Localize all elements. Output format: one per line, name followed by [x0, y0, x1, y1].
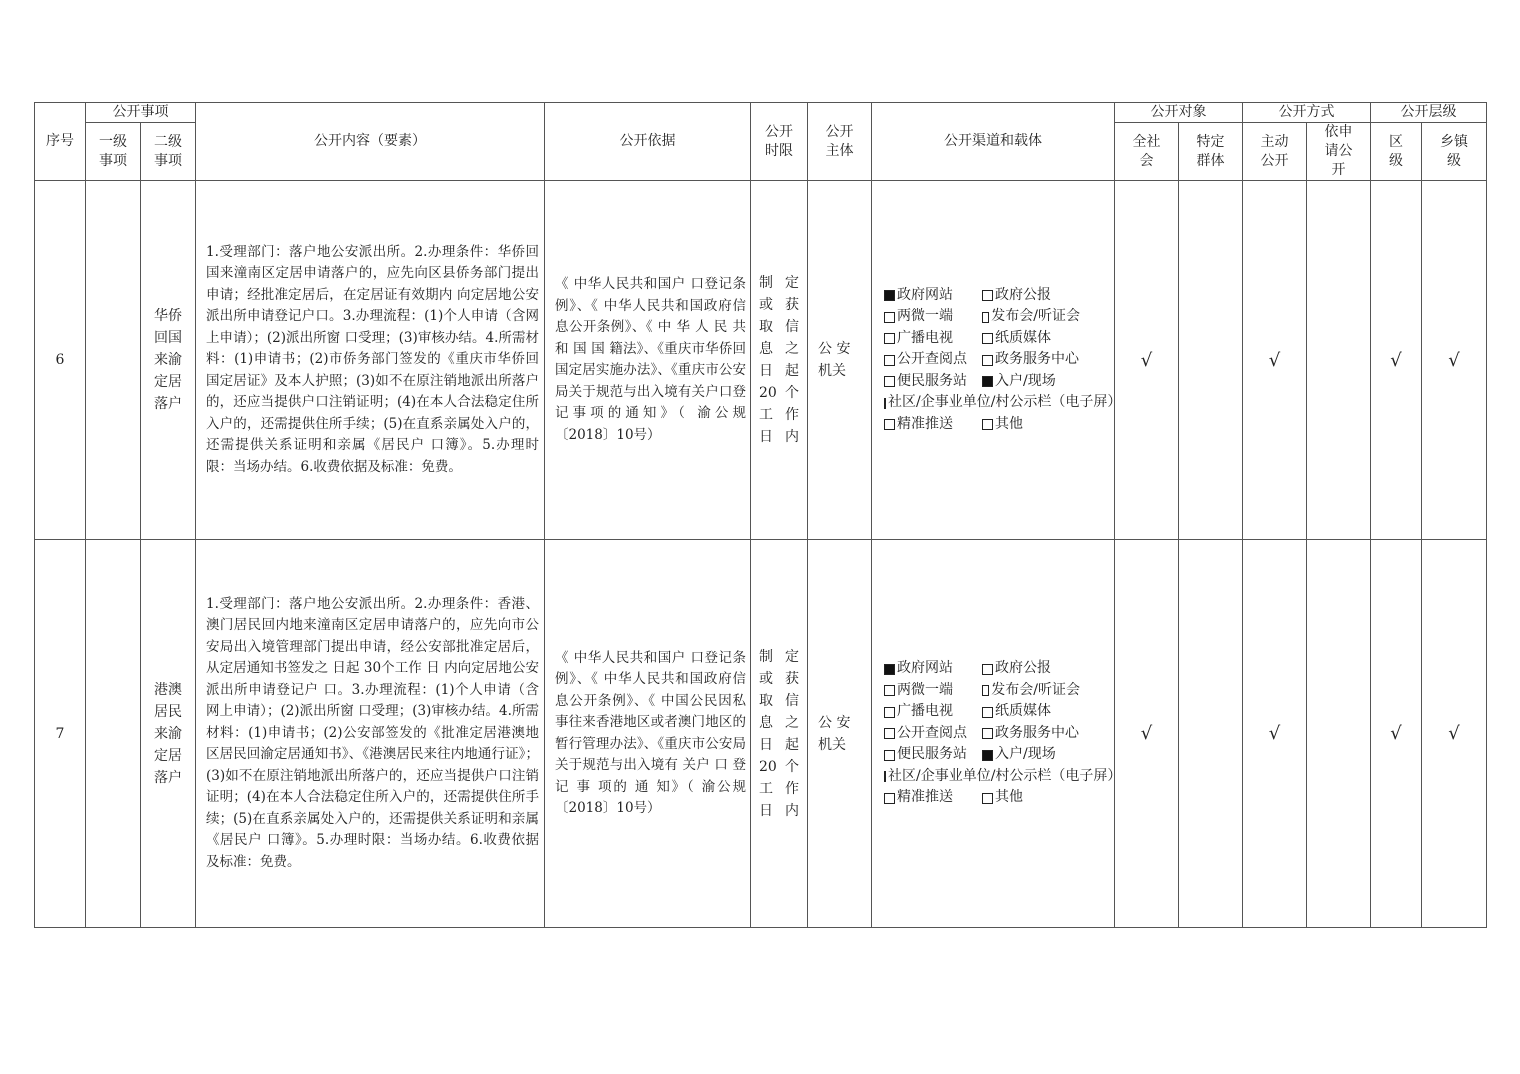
row-aud-all: √: [1115, 540, 1179, 928]
channel-option-label: 公开查阅点: [897, 724, 967, 741]
unchecked-box-icon: [982, 333, 993, 344]
row-mode-active: √: [1243, 181, 1307, 540]
header-basis: 公开依据: [545, 103, 751, 181]
channel-option: [982, 371, 1080, 393]
header-level: 公开层级: [1371, 103, 1487, 123]
channel-option-label: 便民服务站: [897, 372, 967, 389]
row-subject: 公 安 机关: [808, 540, 872, 928]
header-content: 公开内容（要素）: [196, 103, 545, 181]
channel-option-label: 便民服务站: [897, 746, 967, 763]
header-item-l2: 二级事项: [141, 123, 196, 181]
channel-option-label: 政务服务中心: [995, 724, 1079, 741]
channel-option: [884, 787, 982, 809]
channel-option: [884, 392, 1122, 414]
channel-option: [884, 744, 982, 766]
disclosure-table: [34, 102, 1487, 928]
header-lvl-town: 乡镇级: [1422, 123, 1487, 181]
row-item-l1: [86, 540, 141, 928]
channel-option: [884, 349, 982, 371]
row-mode-apply: [1307, 181, 1371, 540]
row-lvl-town: √: [1422, 181, 1487, 540]
channel-option: [982, 787, 1080, 809]
channel-option: [884, 414, 982, 436]
unchecked-box-icon: [982, 664, 993, 675]
unchecked-box-icon: [982, 793, 993, 804]
channel-option: [982, 349, 1080, 371]
unchecked-box-icon: [884, 750, 895, 761]
channel-option: [884, 658, 982, 680]
checked-box-icon: [884, 290, 895, 301]
header-item: 公开事项: [86, 103, 196, 123]
table-row: [35, 540, 1487, 928]
channel-option: [982, 306, 1080, 328]
unchecked-box-icon: [884, 398, 886, 409]
header-subject: 公开主体: [808, 103, 872, 181]
channel-option-label: 社区/企事业单位/村公示栏（电子屏）: [888, 767, 1122, 784]
row-seq: 7: [35, 540, 86, 928]
unchecked-box-icon: [982, 290, 993, 301]
unchecked-box-icon: [982, 685, 989, 696]
unchecked-box-icon: [982, 728, 993, 739]
row-aud-all: √: [1115, 181, 1179, 540]
row-channels: [872, 181, 1122, 540]
channel-option-label: 广播电视: [897, 703, 953, 720]
unchecked-box-icon: [884, 355, 895, 366]
unchecked-box-icon: [982, 707, 993, 718]
channel-option: [884, 285, 982, 307]
channel-option: [982, 744, 1080, 766]
unchecked-box-icon: [982, 312, 989, 323]
header-mode: 公开方式: [1243, 103, 1371, 123]
row-lvl-town: √: [1422, 540, 1487, 928]
row-basis: 《 中华人民共和国户 口登记条例》、《 中华人民共和国政府信息公开条例》、《 中国公民因私事往来香港地区或者澳门地区的暂行管理办法》、《重庆市公安局关于规范与出入境有 关户 口 登 记 事 项的 通 知》（ 渝公规〔2018〕10号）: [545, 540, 751, 928]
table-row: [35, 181, 1487, 540]
unchecked-box-icon: [982, 355, 993, 366]
channel-option: [982, 701, 1080, 723]
checked-box-icon: [982, 750, 993, 761]
channel-option-label: 纸质媒体: [995, 703, 1051, 720]
channel-option-label: 两微一端: [897, 308, 953, 325]
header-mode-apply: 依申请公开: [1307, 123, 1371, 181]
channel-option: [884, 701, 982, 723]
channel-option: [982, 723, 1080, 745]
header-limit: 公开时限: [751, 103, 808, 181]
row-content: 1.受理部门：落户地公安派出所。2.办理条件：香港、澳门居民回内地来潼南区定居申请落户的，应先向市公安局出入境管理部门提出申请，经公安部批准定居后，从定居通知书签发之 日起 30个工作 日 内向定居地公安派出所申请登记户 口。3.办理流程：(1)个人申请（含网上申请）；(2)派出所窗 口受理；(3)审核办结。4.所需材料：(1)申请书；(2)公安部签发的《批准定居港澳地区居民回渝定居通知书》、《港澳居民来往内地通行证》；(3)如不在原注销地派出所落户的，还应当提供户口注销证明；(4)在本人合法稳定住所入户的，还需提供住所手续；(5)在直系亲属处入户的，还需提供关系证明和亲属《居民户 口簿》。5.办理时限：当场办结。6.收费依据及标准：免费。: [196, 540, 545, 928]
row-item-l1: [86, 181, 141, 540]
unchecked-box-icon: [884, 707, 895, 718]
row-aud-group: [1179, 181, 1243, 540]
channel-option-label: 公开查阅点: [897, 351, 967, 368]
channel-option: [982, 328, 1080, 350]
channel-option: [982, 414, 1080, 436]
channel-option-label: 广播电视: [897, 329, 953, 346]
unchecked-box-icon: [884, 771, 886, 782]
channel-option-label: 纸质媒体: [995, 329, 1051, 346]
unchecked-box-icon: [884, 685, 895, 696]
channel-option-label: 社区/企事业单位/村公示栏（电子屏）: [888, 394, 1122, 411]
header-item-l1: 一级事项: [86, 123, 141, 181]
channel-option: [884, 306, 982, 328]
channel-option: [884, 328, 982, 350]
header-seq: 序号: [35, 103, 86, 181]
channel-option: [982, 680, 1080, 702]
unchecked-box-icon: [884, 333, 895, 344]
channel-option-label: 精准推送: [897, 789, 953, 806]
channel-option: [982, 285, 1080, 307]
row-seq: 6: [35, 181, 86, 540]
row-mode-active: √: [1243, 540, 1307, 928]
checked-box-icon: [884, 664, 895, 675]
unchecked-box-icon: [884, 728, 895, 739]
header-channels: 公开渠道和载体: [872, 103, 1115, 181]
channel-option-label: 其他: [995, 415, 1023, 432]
row-channels: [872, 540, 1122, 928]
channel-option-label: 政务服务中心: [995, 351, 1079, 368]
row-item-l2: 华侨回国来渝定居落户: [141, 181, 196, 540]
row-lvl-district: √: [1371, 540, 1422, 928]
unchecked-box-icon: [884, 793, 895, 804]
channel-option: [884, 371, 982, 393]
unchecked-box-icon: [982, 419, 993, 430]
channel-option-label: 政府公报: [995, 286, 1051, 303]
unchecked-box-icon: [884, 312, 895, 323]
channel-option-label: 入户/现场: [995, 372, 1056, 389]
row-mode-apply: [1307, 540, 1371, 928]
header-aud-group: 特定群体: [1179, 123, 1243, 181]
channel-option-label: 发布会/听证会: [991, 308, 1080, 325]
row-content: 1.受理部门：落户地公安派出所。2.办理条件：华侨回国来潼南区定居申请落户的，应先向区县侨务部门提出申请；经批准定居后，在定居证有效期内 向定居地公安派出所申请登记户口。3.办理流程：(1)个人申请（含网上申请）；(2)派出所窗 口受理；(3)审核办结。4.所需材料：(1)申请书；(2)市侨务部门签发的《重庆市华侨回国定居证》及本人护照；(3)如不在原注销地派出所落户的，还应当提供户口注销证明；(4)在本人合法稳定住所入户的，还需提供住所手续；(5)在直系亲属处入户的，还需提供关系证明和亲属《居民户 口簿》。5.办理时限：当场办结。6.收费依据及标准：免费。: [196, 181, 545, 540]
channel-option-label: 入户/现场: [995, 746, 1056, 763]
row-basis: 《 中华人民共和国户 口登记条例》、《 中华人民共和国政府信息公开条例》、《 中 华 人 民 共 和 国 国 籍法》、《重庆市华侨回国定居实施办法》、《重庆市公安局关于规范与出入境有关户口登记事项的通知》（ 渝公规〔2018〕10号）: [545, 181, 751, 540]
row-subject: 公 安 机关: [808, 181, 872, 540]
header-audience: 公开对象: [1115, 103, 1243, 123]
channel-option-label: 精准推送: [897, 415, 953, 432]
row-aud-group: [1179, 540, 1243, 928]
channel-option-label: 发布会/听证会: [991, 681, 1080, 698]
channel-option-label: 政府网站: [897, 286, 953, 303]
channel-option: [884, 680, 982, 702]
checked-box-icon: [982, 376, 993, 387]
unchecked-box-icon: [884, 419, 895, 430]
channel-option-label: 政府网站: [897, 660, 953, 677]
row-limit: 制定或获取信息之日起20个工作日内: [751, 181, 808, 540]
channel-option-label: 两微一端: [897, 681, 953, 698]
channel-option: [884, 766, 1122, 788]
header-aud-all: 全社会: [1115, 123, 1179, 181]
row-limit: 制定或获取信息之日起20个工作日内: [751, 540, 808, 928]
header-mode-active: 主动公开: [1243, 123, 1307, 181]
unchecked-box-icon: [884, 376, 895, 387]
header-lvl-district: 区级: [1371, 123, 1422, 181]
channel-option-label: 政府公报: [995, 660, 1051, 677]
channel-option: [982, 658, 1080, 680]
row-item-l2: 港澳居民来渝定居落户: [141, 540, 196, 928]
row-lvl-district: √: [1371, 181, 1422, 540]
channel-option-label: 其他: [995, 789, 1023, 806]
channel-option: [884, 723, 982, 745]
